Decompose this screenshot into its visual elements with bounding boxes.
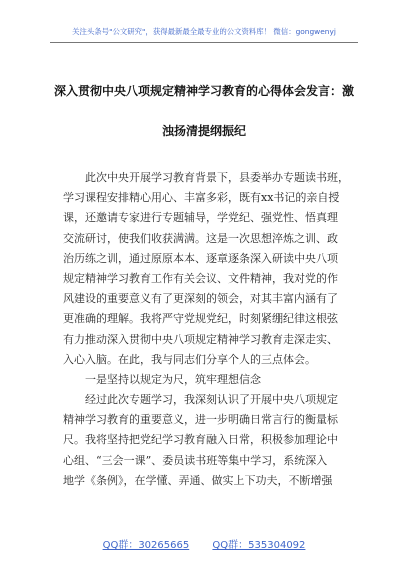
body-line: 治历练之训，通过原原本本、逐章逐条深入研读中央八项 (63, 251, 338, 265)
body-line: 地学《条例》，在学懂、弄通、做实上下功夫，不断增强 (63, 473, 333, 487)
header-divider (50, 42, 358, 43)
body-line: 此次中央开展学习教育背景下，县委举办专题读书班， (85, 171, 349, 184)
footer-qq-group-1[interactable]: QQ群：30265665 (102, 540, 190, 551)
body-line: 更准确的理解。我将严守党规党纪，时刻紧绷纪律这根弦 (63, 312, 338, 326)
body-line: 风建设的重要意义有了更深刻的领会，对其丰富内涵有了 (63, 292, 338, 306)
body-line: 有力推动深入贯彻中央八项规定精神学习教育走深走实、 (63, 332, 338, 346)
body-line: 规定精神学习教育工作有关会议、文件精神，我对党的作 (63, 271, 338, 285)
document-title-line-1: 深入贯彻中央八项规定精神学习教育的心得体会发言：激 (53, 84, 354, 98)
footer-contacts (0, 536, 408, 551)
document-title-line-2: 浊扬清提纲振纪 (161, 124, 246, 138)
header-notice: 关注头条号"公文研究"，获得最新最全最专业的公文资料库！ 微信：gongwenyj (72, 27, 336, 36)
body-line: 学习课程安排精心用心、丰富多彩，既有xx书记的亲自授 (63, 191, 340, 205)
body-line: 经过此次专题学习，我深刻认识了开展中央八项规定 (85, 393, 338, 407)
body-line: 精神学习教育的重要意义，进一步明确日常言行的衡量标 (63, 413, 338, 427)
body-line: 入心入脑。在此，我与同志们分享个人的三点体会。 (63, 352, 316, 366)
body-line: 尺。我将坚持把党纪学习教育融入日常，积极参加理论中 (63, 433, 338, 447)
body-text (63, 168, 349, 491)
body-line: 课，还邀请专家进行专题辅导，学党纪、强党性、悟真理 (63, 211, 338, 225)
body-line: 交流研讨，使我们收获满满。这是一次思想淬炼之训、政 (63, 231, 338, 245)
body-line: 心组、“三会一课”、委员读书班等集中学习，系统深入 (63, 453, 328, 467)
section-heading: 一是坚持以规定为尺，筑牢理想信念 (85, 372, 261, 386)
footer-qq-group-2[interactable]: QQ群：535304092 (212, 540, 306, 551)
